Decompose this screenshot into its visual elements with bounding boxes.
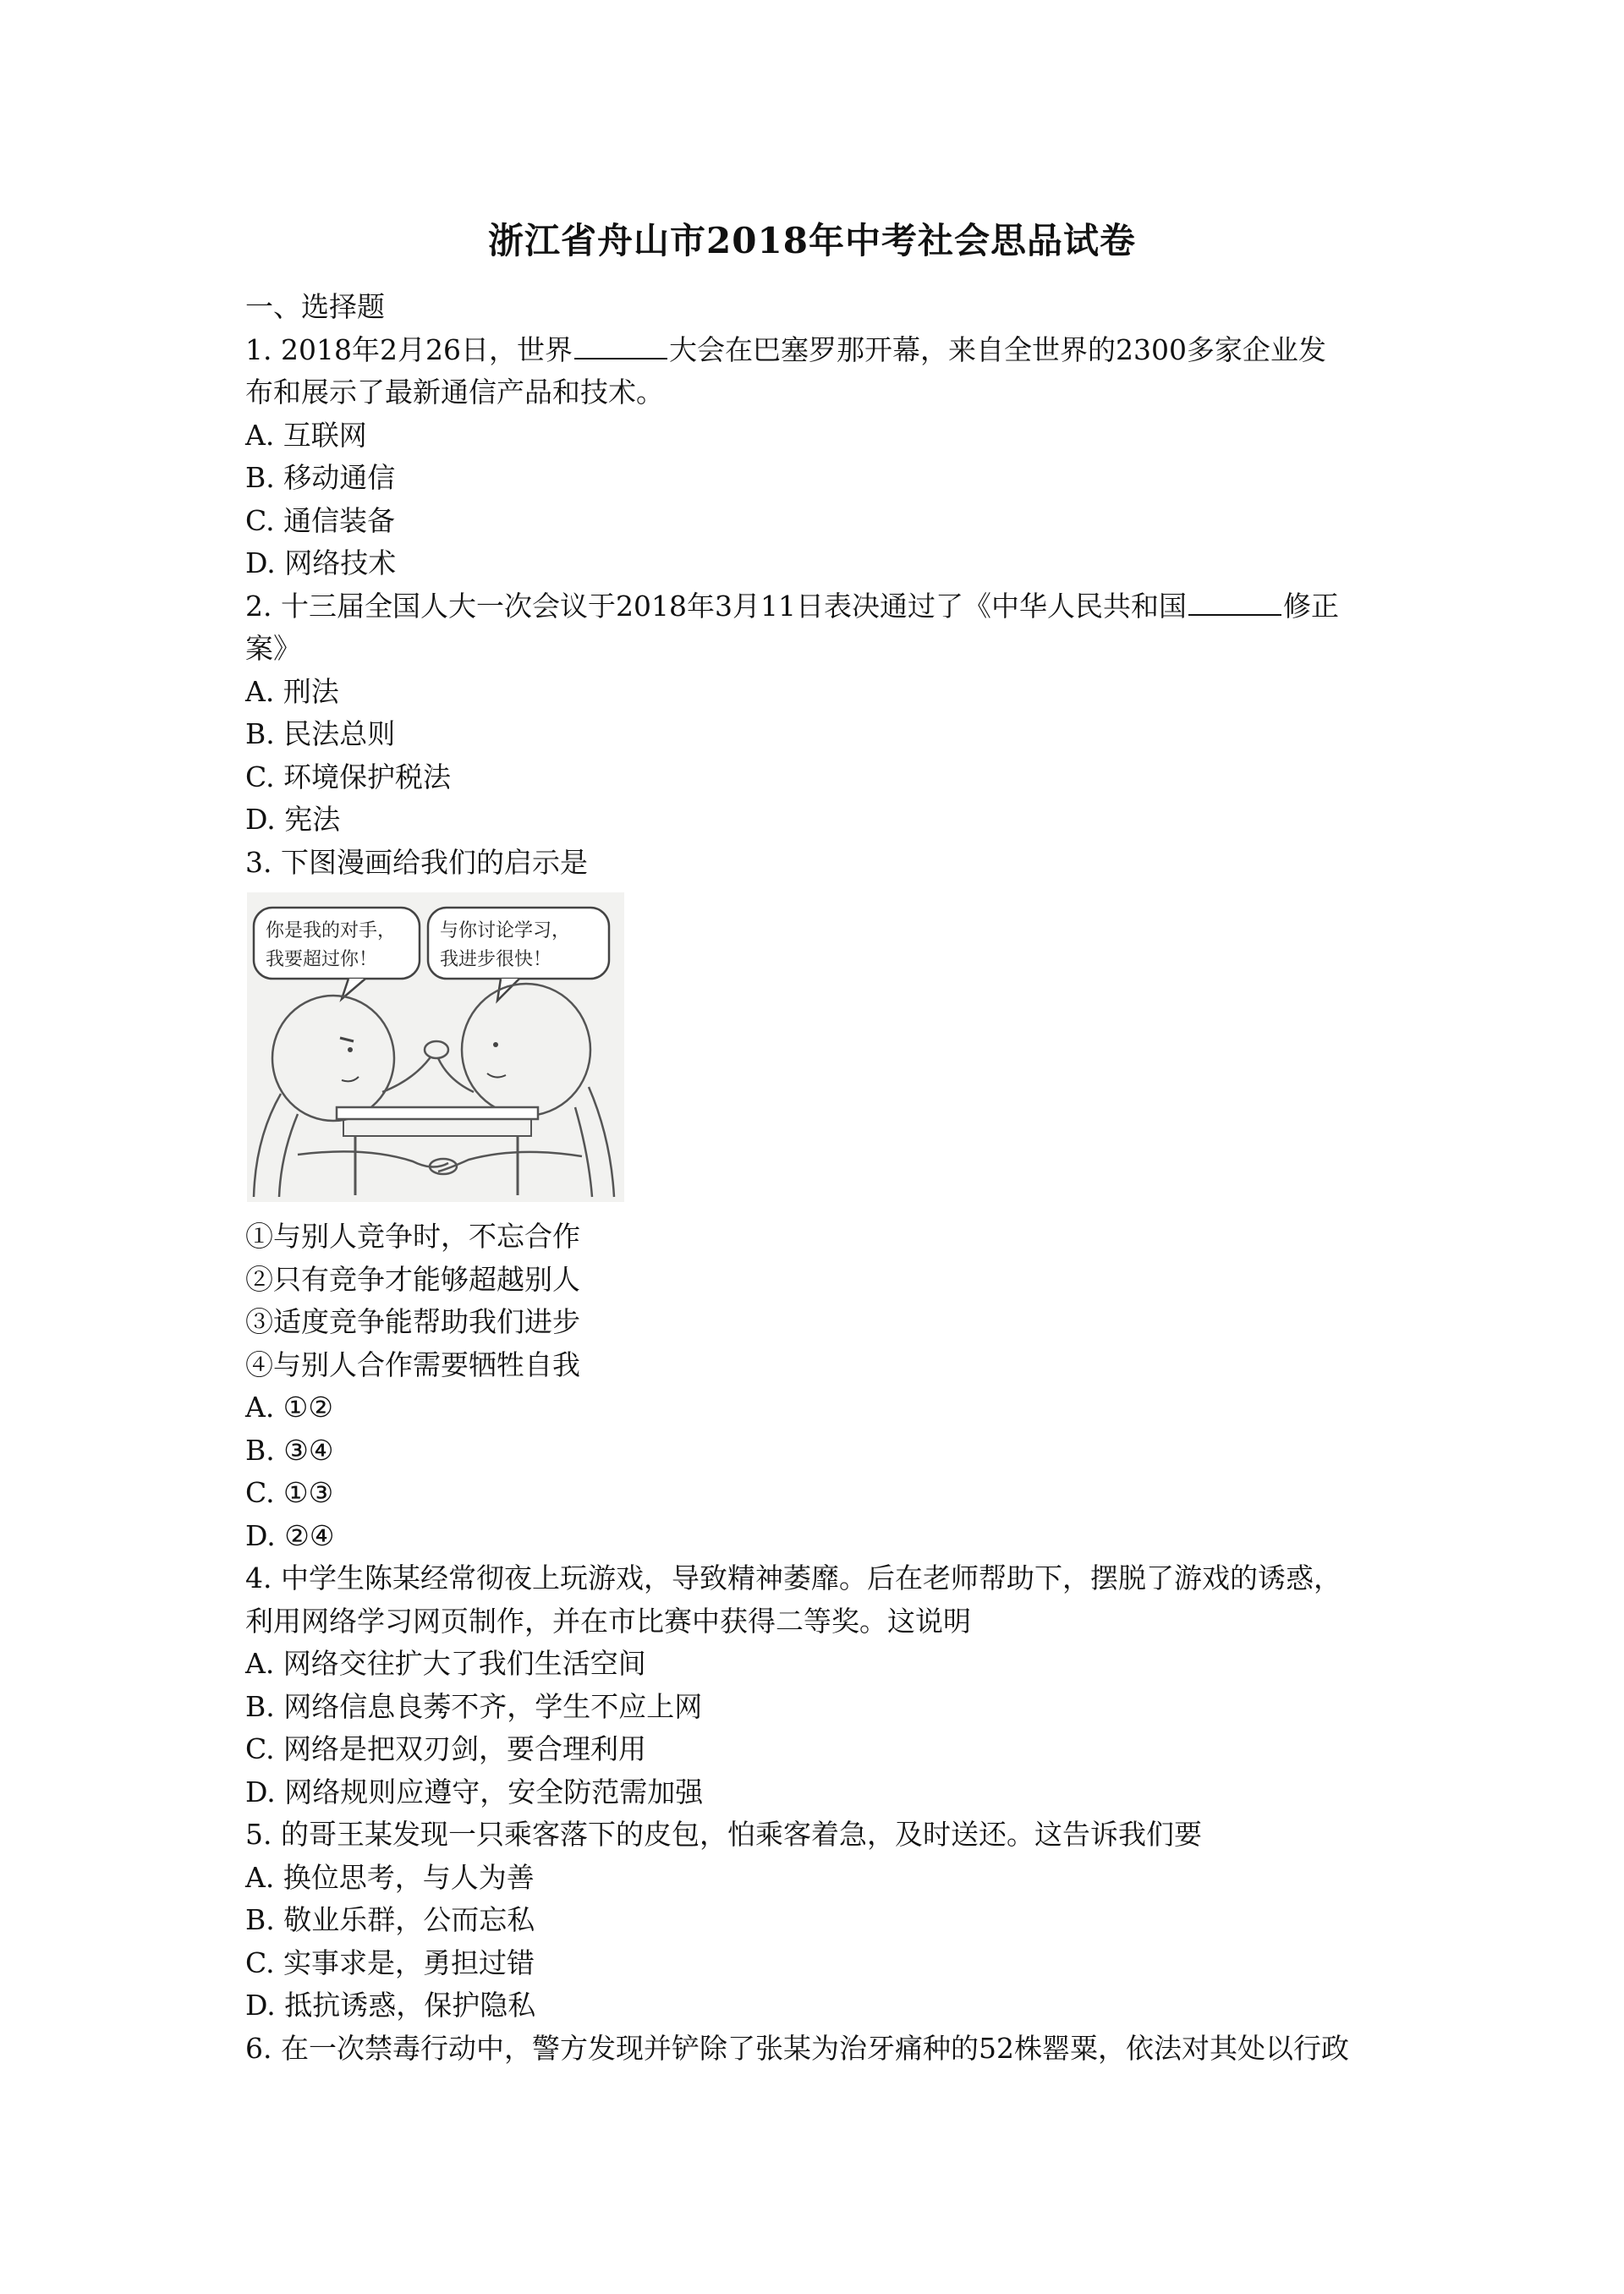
- question-1-stem-cont: 布和展示了最新通信产品和技术。: [245, 376, 664, 409]
- question-5-option-a: A. 换位思考，与人为善: [245, 1860, 535, 1894]
- question-3-option-b: B. ③④: [245, 1433, 334, 1467]
- question-3-stem: 3. 下图漫画给我们的启示是: [245, 845, 588, 879]
- question-5-option-b: B. 敬业乐群，公而忘私: [245, 1903, 535, 1936]
- bubble-left-line-2: 我要超过你！: [266, 949, 378, 970]
- question-4-option-c: C. 网络是把双刃剑，要合理利用: [245, 1732, 647, 1765]
- question-2-stem: [245, 585, 1396, 628]
- question-3-option-a: A. ①②: [245, 1391, 333, 1424]
- question-1-text-a: 1. 2018年2月26日，世界: [245, 332, 573, 366]
- cartoon-drawing: [247, 892, 624, 1202]
- question-2-option-a: A. 刑法: [245, 674, 339, 708]
- question-4-option-a: A. 网络交往扩大了我们生活空间: [245, 1647, 646, 1680]
- question-1-stem: [245, 329, 1396, 372]
- question-4-stem: 4. 中学生陈某经常彻夜上玩游戏，导致精神萎靡。后在老师帮助下，摆脱了游戏的诱惑，: [245, 1561, 1341, 1594]
- question-2-text-b: 修正: [1282, 589, 1339, 623]
- question-3-statement-2: ②只有竞争才能够超越别人: [245, 1262, 580, 1296]
- question-3-statement-4: ④与别人合作需要牺牲自我: [245, 1347, 580, 1381]
- question-5-stem: 5. 的哥王某发现一只乘客落下的皮包，怕乘客着急，及时送还。这告诉我们要: [245, 1818, 1202, 1851]
- question-5-option-c: C. 实事求是，勇担过错: [245, 1946, 535, 1979]
- question-5-option-d: D. 抵抗诱惑，保护隐私: [245, 1989, 536, 2022]
- question-3-option-d: D. ②④: [245, 1518, 335, 1552]
- exam-title: 浙江省舟山市2018年中考社会思品试卷: [488, 220, 1136, 261]
- exam-content: [245, 286, 1396, 2070]
- question-1-option-c: C. 通信装备: [245, 503, 396, 537]
- bubble-right-line-1: 与你讨论学习，: [440, 920, 571, 941]
- question-2-option-c: C. 环境保护税法: [245, 760, 452, 793]
- question-1-option-a: A. 互联网: [245, 418, 367, 452]
- question-1-text-b: 大会在巴塞罗那开幕，来自全世界的2300多家企业发: [668, 332, 1326, 366]
- question-1-option-b: B. 移动通信: [245, 461, 396, 494]
- question-4-stem-cont: 利用网络学习网页制作，并在市比赛中获得二等奖。这说明: [245, 1604, 971, 1638]
- bubble-left-line-1: 你是我的对手，: [266, 920, 397, 941]
- question-1-blank: [574, 332, 667, 359]
- question-2-stem-cont: 案》: [245, 632, 301, 665]
- question-1-option-d: D. 网络技术: [245, 546, 397, 579]
- question-3-statement-1: ①与别人竞争时，不忘合作: [245, 1220, 580, 1253]
- table-top: [337, 1107, 538, 1119]
- question-3-option-c: C. ①③: [245, 1476, 334, 1509]
- cartoon-image: [247, 892, 624, 1202]
- question-2-text-a: 2. 十三届全国人大一次会议于2018年3月11日表决通过了《中华人民共和国: [245, 589, 1187, 623]
- question-2-blank: [1188, 589, 1281, 616]
- question-4-option-b: B. 网络信息良莠不齐，学生不应上网: [245, 1689, 703, 1723]
- question-6-stem: 6. 在一次禁毒行动中，警方发现并铲除了张某为治牙痛种的52株罂粟，依法对其处以行政: [245, 2031, 1349, 2065]
- question-4-option-d: D. 网络规则应遵守，安全防范需加强: [245, 1775, 704, 1808]
- question-2-option-d: D. 宪法: [245, 803, 341, 836]
- question-3-statement-3: ③适度竞争能帮助我们进步: [245, 1305, 580, 1338]
- question-2-option-b: B. 民法总则: [245, 717, 396, 750]
- section-heading: 一、选择题: [245, 290, 385, 323]
- bubble-right-line-2: 我进步很快！: [440, 949, 552, 970]
